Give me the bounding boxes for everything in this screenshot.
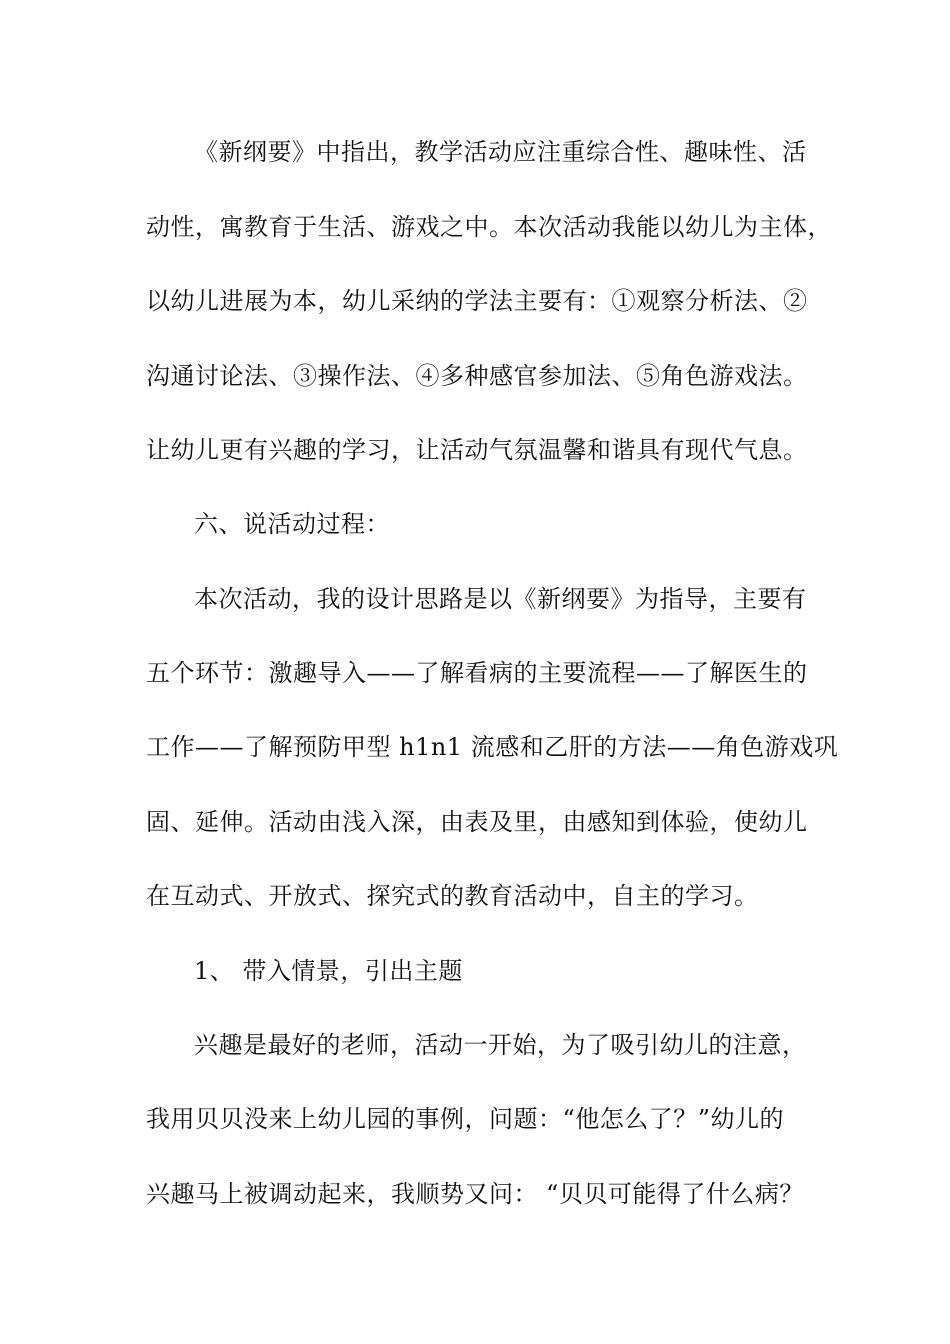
paragraph-line: 工作——了解预防甲型 h1n1 流感和乙肝的方法——角色游戏巩 xyxy=(146,733,839,761)
paragraph-line: 兴趣是最好的老师，活动一开始，为了吸引幼儿的注意， xyxy=(194,1031,807,1059)
paragraph-line: 我用贝贝没来上幼儿园的事例，问题：“他怎么了？”幼儿的 xyxy=(146,1105,785,1133)
paragraph-line: 《新纲要》中指出，教学活动应注重综合性、趣味性、活 xyxy=(194,138,807,166)
paragraph-line: 让幼儿更有兴趣的学习，让活动气氛温馨和谐具有现代气息。 xyxy=(146,436,808,464)
paragraph-line: 以幼儿进展为本，幼儿采纳的学法主要有：①观察分析法、② xyxy=(146,287,808,315)
section-heading: 六、说活动过程： xyxy=(194,510,390,538)
paragraph-line: 本次活动，我的设计思路是以《新纲要》为指导，主要有 xyxy=(194,585,807,613)
paragraph-line: 在互动式、开放式、探究式的教育活动中，自主的学习。 xyxy=(146,882,759,910)
subsection-heading: 1、 带入情景，引出主题 xyxy=(194,957,463,985)
paragraph-line: 五个环节：激趣导入——了解看病的主要流程——了解医生的 xyxy=(146,659,808,687)
paragraph-line: 沟通讨论法、③操作法、④多种感官参加法、⑤角色游戏法。 xyxy=(146,362,808,390)
paragraph-line: 固、延伸。活动由浅入深，由表及里，由感知到体验，使幼儿 xyxy=(146,808,808,836)
paragraph-line: 兴趣马上被调动起来，我顺势又问： “贝贝可能得了什么病？ xyxy=(146,1180,804,1208)
paragraph-line: 动性，寓教育于生活、游戏之中。本次活动我能以幼儿为主体， xyxy=(146,213,832,241)
